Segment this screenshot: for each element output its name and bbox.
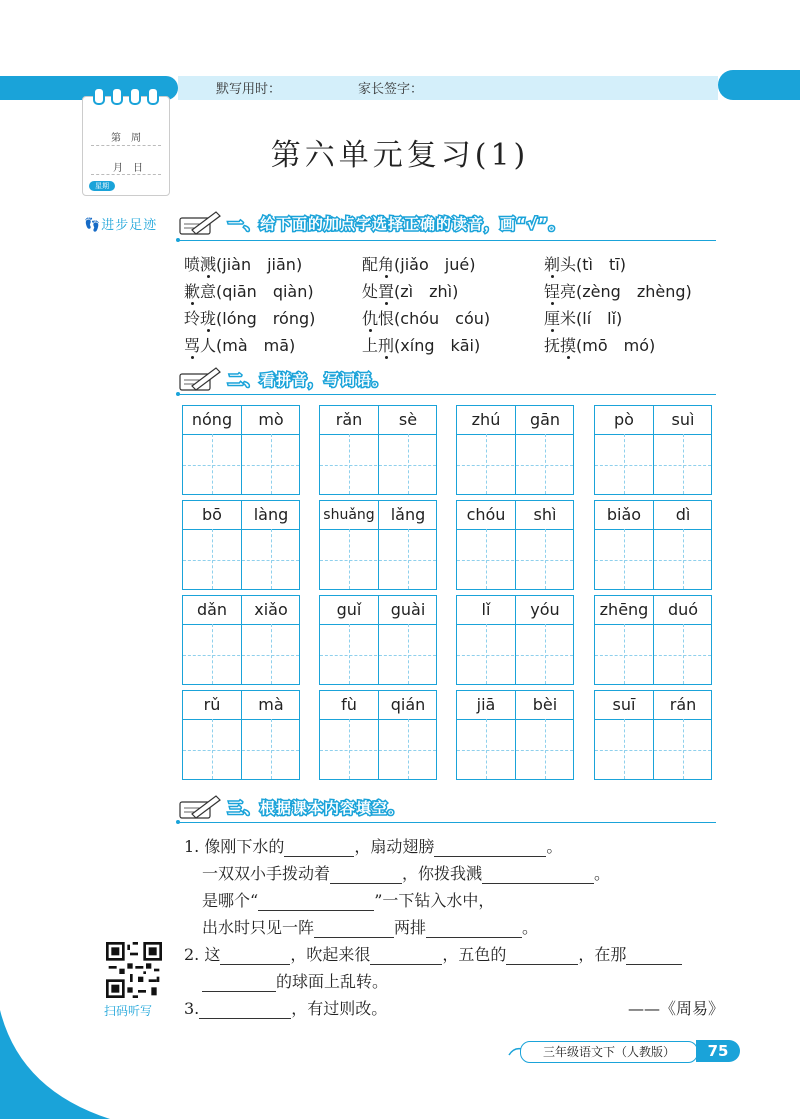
- page-number: 75: [696, 1040, 740, 1062]
- qr-code-icon[interactable]: [106, 942, 162, 998]
- answer-blank[interactable]: [314, 921, 394, 938]
- week-label: 第 周: [111, 133, 141, 144]
- qr-label: 扫码听写: [104, 1004, 153, 1018]
- pencil-icon: [178, 794, 224, 820]
- pinyin-grid[interactable]: rǎn sè: [319, 405, 437, 495]
- section3-line: [178, 822, 716, 823]
- pinyin-grid[interactable]: dǎn xiǎo: [182, 595, 300, 685]
- section2-title: 二、看拼音，写词语。: [228, 371, 389, 389]
- answer-blank[interactable]: [330, 867, 402, 884]
- answer-blank[interactable]: [370, 948, 442, 965]
- page-title: 第六单元复习(1): [270, 138, 530, 173]
- pinyin-grid[interactable]: nóng mò: [182, 405, 300, 495]
- footprint-icon: 👣: [84, 218, 102, 233]
- section1-title: 一、给下面的加点字选择正确的读音，画“√”。: [228, 215, 565, 233]
- answer-blank[interactable]: [426, 921, 522, 938]
- header-band-right: [718, 70, 800, 100]
- answer-blank[interactable]: [434, 840, 546, 857]
- pinyin-grid[interactable]: rǔ mà: [182, 690, 300, 780]
- margin-dot: [176, 392, 180, 396]
- pinyin-grid[interactable]: pò suì: [594, 405, 712, 495]
- pinyin-grid[interactable]: guǐ guài: [319, 595, 437, 685]
- section3-title: 三、根据课本内容填空。: [228, 799, 405, 817]
- pinyin-grid[interactable]: fù qián: [319, 690, 437, 780]
- quote-source: ——《周易》: [628, 999, 725, 1018]
- pinyin-grid[interactable]: chóu shì: [456, 500, 574, 590]
- pinyin-grid[interactable]: suī rán: [594, 690, 712, 780]
- parent-sign-label: 家长签字：: [358, 82, 424, 97]
- word-item: 歉意(qiān qiàn): [184, 282, 314, 301]
- fill-line-1: 1. 像刚下水的 ，扇动翅膀 。: [184, 837, 563, 856]
- book-label: 三年级语文下（人教版）: [520, 1041, 698, 1063]
- dictation-time-label: 默写用时：: [216, 82, 282, 97]
- pinyin-grid[interactable]: bō làng: [182, 500, 300, 590]
- pinyin-grid[interactable]: jiā bèi: [456, 690, 574, 780]
- word-item: 抚摸(mō mó): [544, 336, 656, 355]
- fill-line-4: 出水时只见一阵 两排 。: [202, 918, 539, 937]
- word-item: 处置(zì zhì): [362, 282, 459, 301]
- ring-icon: [93, 87, 105, 105]
- pinyin-grid[interactable]: zhēng duó: [594, 595, 712, 685]
- word-item: 玲珑(lóng róng): [184, 309, 316, 328]
- fill-line-5: 2. 这 ，吹起来很 ，五色的 ，在那: [184, 942, 682, 965]
- weekday-badge: 星期: [89, 181, 115, 191]
- answer-blank[interactable]: [284, 840, 354, 857]
- ring-icon: [111, 87, 123, 105]
- date-line: [91, 174, 161, 175]
- section2-line: [178, 394, 716, 395]
- word-item: 骂人(mà mā): [184, 336, 296, 355]
- answer-blank[interactable]: [202, 975, 276, 992]
- fill-line-7: 3. ，有过则改。: [184, 999, 388, 1018]
- section1-line: [178, 240, 716, 241]
- answer-blank[interactable]: [199, 1002, 291, 1019]
- answer-blank[interactable]: [220, 948, 290, 965]
- ring-icon: [129, 87, 141, 105]
- pencil-icon: [178, 366, 224, 392]
- answer-blank[interactable]: [506, 948, 578, 965]
- slogan: [84, 214, 157, 233]
- answer-blank[interactable]: [258, 894, 374, 911]
- fill-line-2: 一双双小手拨动着 ，你拨我溅 。: [202, 864, 611, 883]
- margin-dot: [176, 820, 180, 824]
- margin-dot: [176, 238, 180, 242]
- answer-blank[interactable]: [482, 867, 594, 884]
- corner-decoration: [0, 1010, 110, 1119]
- pinyin-grid[interactable]: lǐ yóu: [456, 595, 574, 685]
- answer-blank[interactable]: [626, 948, 682, 965]
- pinyin-grid[interactable]: shuǎng lǎng: [319, 500, 437, 590]
- fill-line-3: 是哪个“ ”一下钻入水中，: [202, 891, 495, 910]
- fill-line-6: 的球面上乱转。: [202, 969, 388, 992]
- word-item: 锃亮(zèng zhèng): [544, 282, 692, 301]
- ring-icon: [147, 87, 159, 105]
- word-item: 上刑(xíng kāi): [362, 336, 481, 355]
- month-day-label: 月 日: [113, 163, 143, 174]
- word-item: 仇恨(chóu cóu): [362, 309, 491, 328]
- word-item: 剃头(tì tī): [544, 255, 626, 274]
- word-item: 厘米(lí lǐ): [544, 309, 623, 328]
- slogan-text: 进步足迹: [101, 218, 158, 233]
- pencil-icon: [178, 210, 224, 236]
- word-item: 喷溅(jiàn jiān): [184, 255, 303, 274]
- pinyin-grid[interactable]: zhú gān: [456, 405, 574, 495]
- word-item: 配角(jiǎo jué): [362, 255, 476, 274]
- pinyin-grid[interactable]: biǎo dì: [594, 500, 712, 590]
